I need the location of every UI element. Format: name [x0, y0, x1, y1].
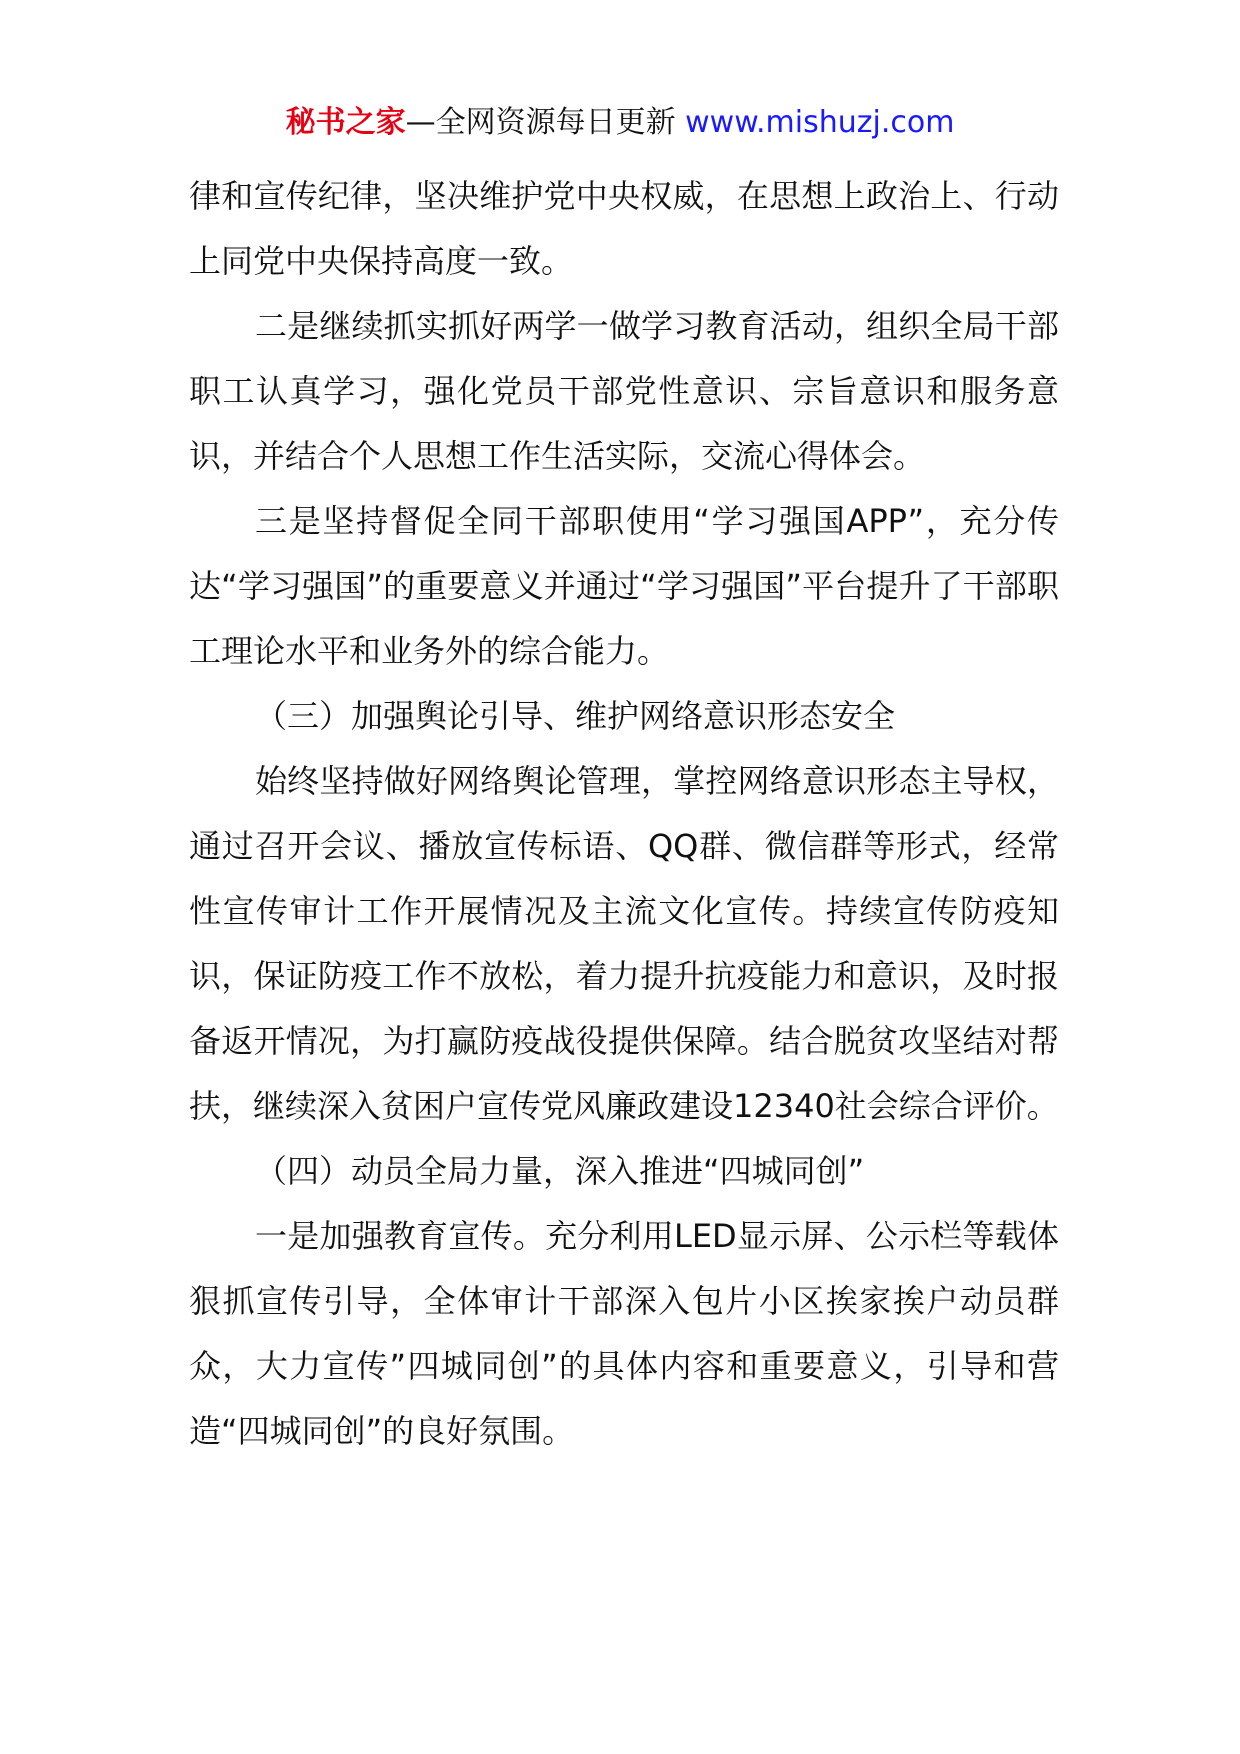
page-header — [0, 101, 1240, 145]
paragraph-item-three: 三是坚持督促全同干部职使用“学习强国APP”，充分传达“学习强国”的重要意义并通过“学习强国”平台提升了干部职工理论水平和业务外的综合能力。 — [189, 502, 1059, 670]
header-brand: 秘书之家 — [285, 105, 406, 140]
section-heading-three: （三）加强舆论引导、维护网络意识形态安全 — [255, 697, 896, 735]
section-heading-four: （四）动员全局力量，深入推进“四城同创” — [255, 1152, 865, 1190]
paragraph-continued: 律和宣传纪律，坚决维护党中央权威，在思想上政治上、行动上同党中央保持高度一致。 — [189, 177, 1059, 280]
paragraph-item-two: 二是继续抓实抓好两学一做学习教育活动，组织全局干部职工认真学习，强化党员干部党性意识、宗旨意识和服务意识，并结合个人思想工作生活实际，交流心得体会。 — [189, 307, 1059, 475]
header-slogan: —全网资源每日更新 — [405, 105, 676, 140]
header-url-link[interactable]: www.mishuzj.com — [685, 105, 955, 140]
document-body — [189, 164, 1059, 1464]
paragraph-section-four: 一是加强教育宣传。充分利用LED显示屏、公示栏等载体狠抓宣传引导，全体审计干部深入包片小区挨家挨户动员群众，大力宣传”四城同创”的具体内容和重要意义，引导和营造“四城同创”的良好氛围。 — [189, 1217, 1059, 1450]
paragraph-section-three: 始终坚持做好网络舆论管理，掌控网络意识形态主导权，通过召开会议、播放宣传标语、QQ群、微信群等形式，经常性宣传审计工作开展情况及主流文化宣传。持续宣传防疫知识，保证防疫工作不放松，着力提升抗疫能力和意识，及时报备返开情况，为打赢防疫战役提供保障。结合脱贫攻坚结对帮扶，继续深入贫困户宣传党风廉政建设12340社会综合评价。 — [189, 762, 1059, 1125]
